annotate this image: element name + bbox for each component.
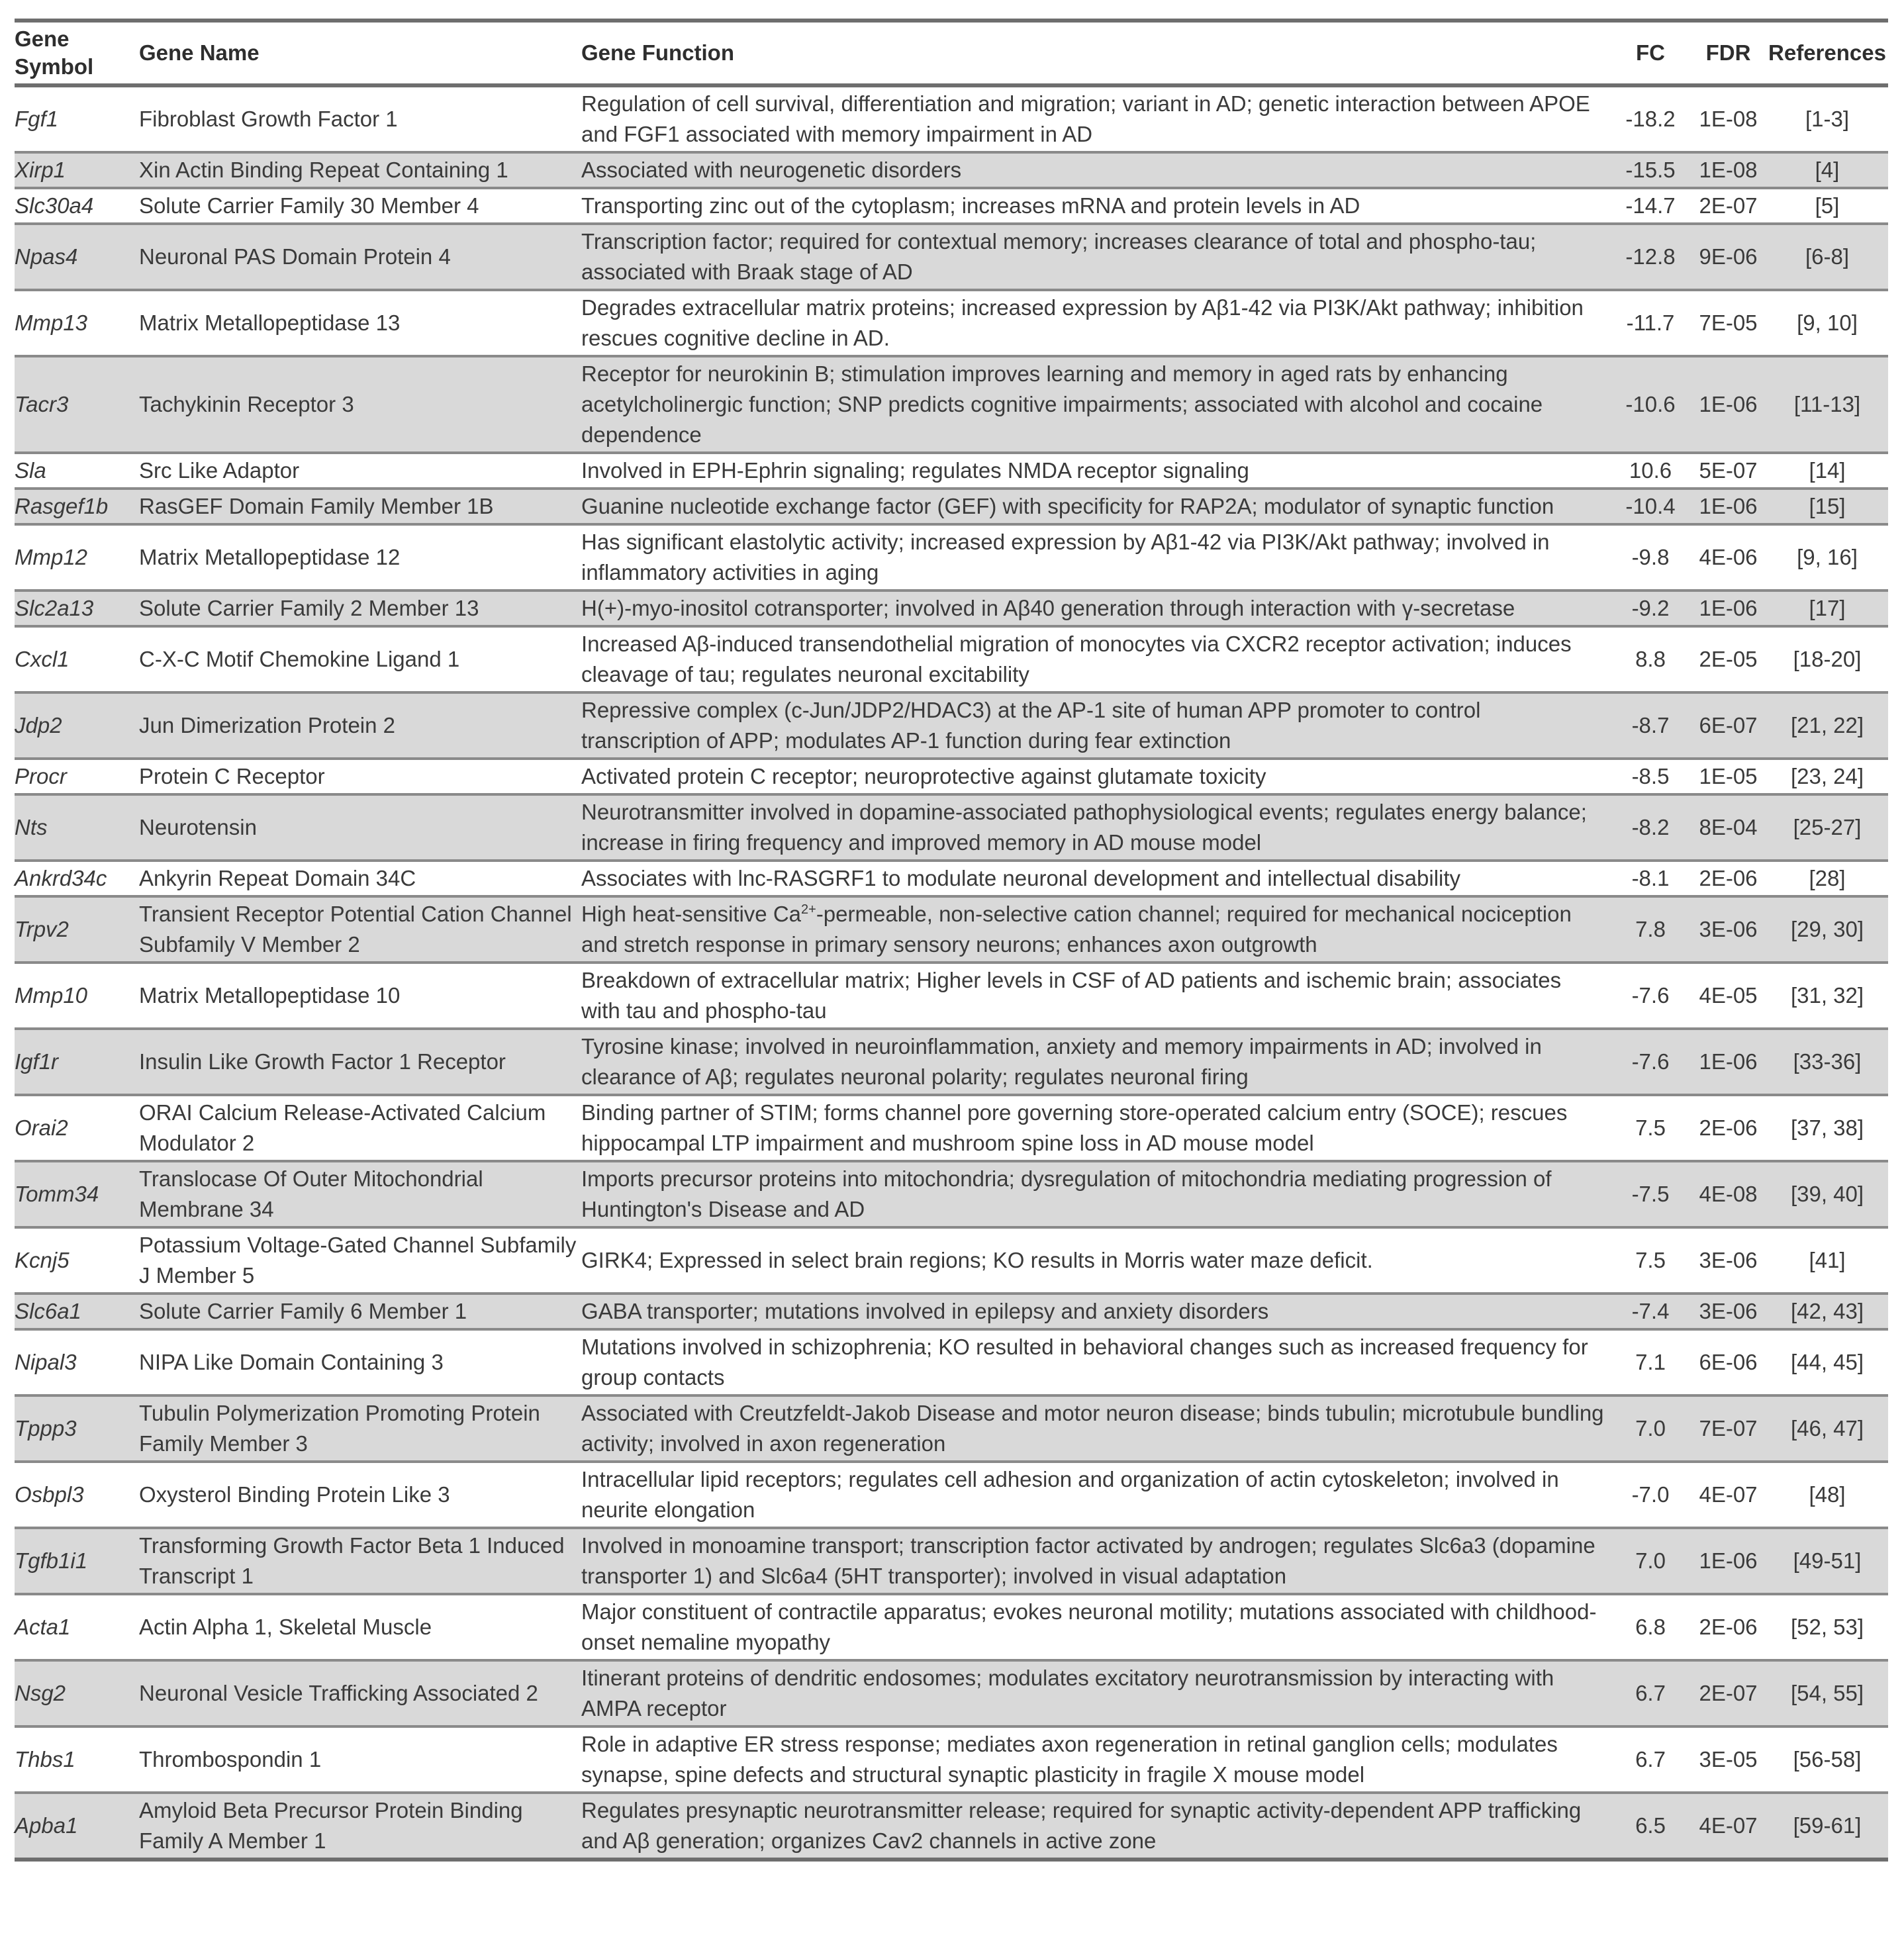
table-row xyxy=(15,85,1888,152)
gene-name-cell: Ankyrin Repeat Domain 34C xyxy=(139,866,416,890)
header-gene-function: Gene Function xyxy=(581,40,734,65)
fc-cell: 7.5 xyxy=(1635,1248,1666,1272)
fdr-cell: 1E-06 xyxy=(1699,1049,1758,1074)
gene-symbol-cell: Tgfb1i1 xyxy=(15,1548,88,1573)
gene-name-cell: Src Like Adaptor xyxy=(139,458,300,483)
gene-symbol-cell: Thbs1 xyxy=(15,1747,75,1771)
references-cell: [41] xyxy=(1809,1248,1846,1272)
fdr-cell: 7E-07 xyxy=(1699,1416,1758,1440)
fc-cell: 7.0 xyxy=(1635,1548,1666,1573)
gene-function-cell: Regulation of cell survival, differentiation and migration; variant in AD; genetic interaction between APOE and FGF1 associated with memory impairment in AD xyxy=(581,91,1590,146)
references-cell: [25-27] xyxy=(1793,815,1862,839)
header-references: References xyxy=(1768,40,1886,65)
gene-symbol-cell: Tppp3 xyxy=(15,1416,77,1440)
fc-cell: -9.2 xyxy=(1631,596,1670,620)
gene-name-cell: Fibroblast Growth Factor 1 xyxy=(139,107,398,131)
fc-cell: -8.2 xyxy=(1631,815,1670,839)
table-row xyxy=(15,1594,1888,1660)
gene-function-cell: Mutations involved in schizophrenia; KO resulted in behavioral changes such as increased frequency for group contacts xyxy=(581,1335,1588,1390)
gene-name-cell: Neuronal PAS Domain Protein 4 xyxy=(139,244,451,269)
gene-name-cell: Solute Carrier Family 6 Member 1 xyxy=(139,1299,467,1323)
gene-name-cell: Neuronal Vesicle Trafficking Associated 2 xyxy=(139,1681,538,1705)
gene-function-cell: Degrades extracellular matrix proteins; increased expression by Aβ1-42 via PI3K/Akt pathway; inhibition rescues cognitive decline in AD. xyxy=(581,295,1584,350)
table-row xyxy=(15,453,1888,489)
fc-cell: -9.8 xyxy=(1631,545,1670,569)
references-cell: [28] xyxy=(1809,866,1846,890)
gene-name-cell: RasGEF Domain Family Member 1B xyxy=(139,494,494,518)
gene-name-cell: Actin Alpha 1, Skeletal Muscle xyxy=(139,1615,432,1639)
references-cell: [56-58] xyxy=(1793,1747,1862,1771)
fdr-cell: 6E-07 xyxy=(1699,713,1758,737)
gene-symbol-cell: Mmp10 xyxy=(15,983,88,1008)
gene-name-cell: C-X-C Motif Chemokine Ligand 1 xyxy=(139,647,460,671)
gene-function-cell: H(+)-myo-inositol cotransporter; involved in Aβ40 generation through interaction with γ-secretase xyxy=(581,596,1515,620)
fc-cell: -10.4 xyxy=(1625,494,1676,518)
table-row xyxy=(15,1294,1888,1329)
header-fc: FC xyxy=(1636,40,1665,65)
fc-cell: 6.7 xyxy=(1635,1747,1666,1771)
references-cell: [48] xyxy=(1809,1482,1846,1507)
gene-function-cell: Neurotransmitter involved in dopamine-associated pathophysiological events; regulates energy balance; increase in firing frequency and improved memory in AD mouse model xyxy=(581,800,1587,855)
fc-cell: 7.8 xyxy=(1635,917,1666,941)
gene-symbol-cell: Kcnj5 xyxy=(15,1248,70,1272)
fdr-cell: 2E-05 xyxy=(1699,647,1758,671)
fc-cell: 7.1 xyxy=(1635,1350,1666,1374)
fdr-cell: 4E-07 xyxy=(1699,1482,1758,1507)
fdr-cell: 2E-07 xyxy=(1699,1681,1758,1705)
gene-name-cell: Matrix Metallopeptidase 10 xyxy=(139,983,401,1008)
gene-symbol-cell: Mmp13 xyxy=(15,310,88,335)
gene-symbol-cell: Osbpl3 xyxy=(15,1482,84,1507)
gene-symbol-cell: Nts xyxy=(15,815,48,839)
gene-function-cell xyxy=(581,896,1611,963)
gene-function-cell: Intracellular lipid receptors; regulates cell adhesion and organization of actin cytoskeleton; involved in neurite elongation xyxy=(581,1467,1559,1522)
superscript-charge: 2+ xyxy=(801,902,816,917)
gene-name-cell: Oxysterol Binding Protein Like 3 xyxy=(139,1482,450,1507)
gene-symbol-cell: Ankrd34c xyxy=(15,866,107,890)
fc-cell: -8.7 xyxy=(1631,713,1670,737)
references-cell: [6-8] xyxy=(1805,244,1850,269)
references-cell: [18-20] xyxy=(1793,647,1862,671)
fdr-cell: 1E-08 xyxy=(1699,158,1758,182)
table-header xyxy=(15,21,1888,85)
gene-function-cell: Tyrosine kinase; involved in neuroinflammation, anxiety and memory impairments in AD; involved in clearance of Aβ; regulates neuronal polarity; regulates neuronal firing xyxy=(581,1034,1542,1089)
gene-function-cell: Involved in EPH-Ephrin signaling; regulates NMDA receptor signaling xyxy=(581,458,1249,483)
table-row xyxy=(15,489,1888,524)
table-row xyxy=(15,1029,1888,1095)
gene-symbol-cell: Npas4 xyxy=(15,244,78,269)
fc-cell: -8.1 xyxy=(1631,866,1670,890)
gene-symbol-cell: Trpv2 xyxy=(15,917,69,941)
fdr-cell: 2E-07 xyxy=(1699,193,1758,218)
table-body xyxy=(15,85,1888,1860)
references-cell: [11-13] xyxy=(1793,392,1861,416)
header-gene-symbol: Gene Symbol xyxy=(15,26,94,79)
gene-function-cell: Repressive complex (c-Jun/JDP2/HDAC3) at the AP-1 site of human APP promoter to control transcription of APP; modulates AP-1 function during fear extinction xyxy=(581,698,1481,753)
references-cell: [33-36] xyxy=(1793,1049,1862,1074)
gene-name-cell: Tachykinin Receptor 3 xyxy=(139,392,354,416)
references-cell: [59-61] xyxy=(1793,1813,1862,1838)
gene-table-container xyxy=(15,19,1888,1862)
gene-function-cell: Activated protein C receptor; neuroprotective against glutamate toxicity xyxy=(581,764,1266,788)
table-row xyxy=(15,524,1888,590)
table-row xyxy=(15,794,1888,861)
gene-function-cell: Breakdown of extracellular matrix; Higher levels in CSF of AD patients and ischemic brain; associates with tau and phospho-tau xyxy=(581,968,1562,1023)
gene-symbol-cell: Slc30a4 xyxy=(15,193,94,218)
gene-name-cell: Xin Actin Binding Repeat Containing 1 xyxy=(139,158,508,182)
fdr-cell: 1E-06 xyxy=(1699,494,1758,518)
fdr-cell: 3E-06 xyxy=(1699,1299,1758,1323)
fc-cell: -7.0 xyxy=(1631,1482,1670,1507)
table-row xyxy=(15,590,1888,626)
fdr-cell: 6E-06 xyxy=(1699,1350,1758,1374)
gene-function-cell: Itinerant proteins of dendritic endosomes; modulates excitatory neurotransmission by interacting with AMPA receptor xyxy=(581,1666,1554,1721)
gene-name-cell: Matrix Metallopeptidase 13 xyxy=(139,310,401,335)
gene-symbol-cell: Cxcl1 xyxy=(15,647,70,671)
gene-symbol-cell: Slc2a13 xyxy=(15,596,94,620)
fc-cell: -18.2 xyxy=(1625,107,1676,131)
fc-cell: 7.0 xyxy=(1635,1416,1666,1440)
references-cell: [42, 43] xyxy=(1790,1299,1864,1323)
fdr-cell: 3E-05 xyxy=(1699,1747,1758,1771)
gene-name-cell: Transforming Growth Factor Beta 1 Induced Transcript 1 xyxy=(139,1533,565,1588)
references-cell: [23, 24] xyxy=(1790,764,1864,788)
fc-cell: 6.7 xyxy=(1635,1681,1666,1705)
gene-function-cell: Guanine nucleotide exchange factor (GEF) with specificity for RAP2A; modulator of synaptic function xyxy=(581,494,1554,518)
gene-symbol-cell: Acta1 xyxy=(15,1615,71,1639)
table-row xyxy=(15,963,1888,1029)
gene-symbol-cell: Slc6a1 xyxy=(15,1299,81,1323)
references-cell: [9, 10] xyxy=(1797,310,1858,335)
gene-name-cell: Jun Dimerization Protein 2 xyxy=(139,713,396,737)
gene-function-cell: GIRK4; Expressed in select brain regions; KO results in Morris water maze deficit. xyxy=(581,1248,1373,1272)
table-row xyxy=(15,692,1888,759)
fdr-cell: 4E-06 xyxy=(1699,545,1758,569)
fc-cell: 6.8 xyxy=(1635,1615,1666,1639)
gene-symbol-cell: Tacr3 xyxy=(15,392,69,416)
fdr-cell: 1E-06 xyxy=(1699,1548,1758,1573)
fdr-cell: 5E-07 xyxy=(1699,458,1758,483)
table-row xyxy=(15,290,1888,356)
table-row xyxy=(15,1395,1888,1462)
references-cell: [14] xyxy=(1809,458,1846,483)
fdr-cell: 4E-05 xyxy=(1699,983,1758,1008)
fdr-cell: 2E-06 xyxy=(1699,866,1758,890)
references-cell: [44, 45] xyxy=(1790,1350,1864,1374)
gene-function-cell: Increased Aβ-induced transendothelial migration of monocytes via CXCR2 receptor activation; induces cleavage of tau; regulates neuronal excitability xyxy=(581,632,1572,686)
fdr-cell: 1E-08 xyxy=(1699,107,1758,131)
table-row xyxy=(15,1528,1888,1594)
gene-function-cell: Transcription factor; required for contextual memory; increases clearance of total and phospho-tau; associated with Braak stage of AD xyxy=(581,229,1537,284)
gene-function-cell: Imports precursor proteins into mitochondria; dysregulation of mitochondria mediating progression of Huntington's Disease and AD xyxy=(581,1166,1552,1221)
fc-cell: -7.5 xyxy=(1631,1182,1670,1206)
gene-name-cell: Transient Receptor Potential Cation Channel Subfamily V Member 2 xyxy=(139,902,572,957)
gene-symbol-cell: Nipal3 xyxy=(15,1350,77,1374)
references-cell: [5] xyxy=(1815,193,1840,218)
fdr-cell: 4E-08 xyxy=(1699,1182,1758,1206)
fdr-cell: 1E-05 xyxy=(1699,764,1758,788)
table-row xyxy=(15,759,1888,794)
references-cell: [21, 22] xyxy=(1790,713,1864,737)
fc-cell: 10.6 xyxy=(1629,458,1672,483)
table-row xyxy=(15,188,1888,224)
references-cell: [37, 38] xyxy=(1790,1115,1864,1140)
table-row xyxy=(15,1095,1888,1161)
function-text: High heat-sensitive Ca xyxy=(581,902,801,926)
gene-symbol-cell: Nsg2 xyxy=(15,1681,66,1705)
gene-function-cell: Involved in monoamine transport; transcription factor activated by androgen; regulates Slc6a3 (dopamine transporter 1) and Slc6a4 (5HT transporter); involved in visual adaptation xyxy=(581,1533,1595,1588)
gene-name-cell: Solute Carrier Family 30 Member 4 xyxy=(139,193,479,218)
gene-symbol-cell: Apba1 xyxy=(15,1813,78,1838)
gene-symbol-cell: Orai2 xyxy=(15,1115,68,1140)
gene-name-cell: Tubulin Polymerization Promoting Protein Family Member 3 xyxy=(139,1401,540,1456)
gene-name-cell: NIPA Like Domain Containing 3 xyxy=(139,1350,444,1374)
header-row xyxy=(15,21,1888,85)
references-cell: [49-51] xyxy=(1793,1548,1862,1573)
gene-name-cell: Potassium Voltage-Gated Channel Subfamily J Member 5 xyxy=(139,1233,577,1288)
references-cell: [4] xyxy=(1815,158,1840,182)
gene-symbol-cell: Igf1r xyxy=(15,1049,59,1074)
gene-function-cell: Associated with neurogenetic disorders xyxy=(581,158,962,182)
fc-cell: -7.4 xyxy=(1631,1299,1670,1323)
fc-cell: -14.7 xyxy=(1625,193,1676,218)
fc-cell: 6.5 xyxy=(1635,1813,1666,1838)
fc-cell: -10.6 xyxy=(1625,392,1676,416)
gene-name-cell: Matrix Metallopeptidase 12 xyxy=(139,545,401,569)
references-cell: [31, 32] xyxy=(1790,983,1864,1008)
gene-name-cell: Insulin Like Growth Factor 1 Receptor xyxy=(139,1049,506,1074)
references-cell: [15] xyxy=(1809,494,1846,518)
header-gene-name: Gene Name xyxy=(139,40,260,65)
gene-symbol-cell: Rasgef1b xyxy=(15,494,109,518)
gene-function-cell: Associated with Creutzfeldt-Jakob Disease and motor neuron disease; binds tubulin; microtubule bundling activity; involved in axon regeneration xyxy=(581,1401,1604,1456)
table-row xyxy=(15,626,1888,692)
gene-symbol-cell: Jdp2 xyxy=(15,713,62,737)
function-text: -permeable, non-selective cation channel; required for mechanical nociception and stretch response in primary sensory neurons; enhances axon outgrowth xyxy=(581,902,1572,957)
references-cell: [29, 30] xyxy=(1790,917,1864,941)
fdr-cell: 2E-06 xyxy=(1699,1115,1758,1140)
fdr-cell: 3E-06 xyxy=(1699,1248,1758,1272)
fdr-cell: 7E-05 xyxy=(1699,310,1758,335)
gene-symbol-cell: Fgf1 xyxy=(15,107,59,131)
table-row xyxy=(15,1726,1888,1793)
references-cell: [9, 16] xyxy=(1797,545,1858,569)
table-row xyxy=(15,1227,1888,1294)
header-fdr: FDR xyxy=(1705,40,1751,65)
gene-name-cell: ORAI Calcium Release-Activated Calcium Modulator 2 xyxy=(139,1100,546,1155)
fc-cell: 8.8 xyxy=(1635,647,1666,671)
gene-symbol-cell: Procr xyxy=(15,764,67,788)
table-row xyxy=(15,1462,1888,1528)
gene-symbol-cell: Tomm34 xyxy=(15,1182,99,1206)
fdr-cell: 2E-06 xyxy=(1699,1615,1758,1639)
gene-symbol-cell: Mmp12 xyxy=(15,545,88,569)
fc-cell: -7.6 xyxy=(1631,1049,1670,1074)
gene-function-cell: Regulates presynaptic neurotransmitter release; required for synaptic activity-dependent APP trafficking and Aβ generation; organizes Cav2 channels in active zone xyxy=(581,1798,1582,1853)
fc-cell: -7.6 xyxy=(1631,983,1670,1008)
gene-function-cell: Has significant elastolytic activity; increased expression by Aβ1-42 via PI3K/Akt pathway; involved in inflammatory activities in aging xyxy=(581,530,1550,585)
references-cell: [17] xyxy=(1809,596,1846,620)
table-row xyxy=(15,1660,1888,1726)
gene-function-cell: Receptor for neurokinin B; stimulation improves learning and memory in aged rats by enhancing acetylcholinergic function; SNP predicts cognitive impairments; associated with alcohol and cocaine dependence xyxy=(581,361,1543,447)
fc-cell: -15.5 xyxy=(1625,158,1676,182)
gene-function-cell: Transporting zinc out of the cytoplasm; increases mRNA and protein levels in AD xyxy=(581,193,1360,218)
gene-name-cell: Amyloid Beta Precursor Protein Binding Family A Member 1 xyxy=(139,1798,523,1853)
gene-function-cell: GABA transporter; mutations involved in epilepsy and anxiety disorders xyxy=(581,1299,1269,1323)
references-cell: [46, 47] xyxy=(1790,1416,1864,1440)
fc-cell: -8.5 xyxy=(1631,764,1670,788)
fc-cell: -11.7 xyxy=(1626,310,1675,335)
table-row xyxy=(15,152,1888,188)
table-row xyxy=(15,896,1888,963)
gene-name-cell: Solute Carrier Family 2 Member 13 xyxy=(139,596,479,620)
table-row xyxy=(15,356,1888,453)
fdr-cell: 1E-06 xyxy=(1699,392,1758,416)
gene-name-cell: Neurotensin xyxy=(139,815,257,839)
fdr-cell: 8E-04 xyxy=(1699,815,1758,839)
fdr-cell: 1E-06 xyxy=(1699,596,1758,620)
table-row xyxy=(15,861,1888,896)
gene-name-cell: Translocase Of Outer Mitochondrial Membrane 34 xyxy=(139,1166,483,1221)
gene-function-cell: Binding partner of STIM; forms channel pore governing store-operated calcium entry (SOCE); rescues hippocampal LTP impairment and mushroom spine loss in AD mouse model xyxy=(581,1100,1568,1155)
fdr-cell: 4E-07 xyxy=(1699,1813,1758,1838)
gene-function-cell: Major constituent of contractile apparatus; evokes neuronal motility; mutations associated with childhood-onset nemaline myopathy xyxy=(581,1599,1597,1654)
gene-function-cell: Associates with lnc-RASGRF1 to modulate neuronal development and intellectual disability xyxy=(581,866,1461,890)
fc-cell: 7.5 xyxy=(1635,1115,1666,1140)
gene-symbol-cell: Xirp1 xyxy=(15,158,66,182)
table-row xyxy=(15,224,1888,290)
gene-table xyxy=(15,19,1888,1862)
table-row xyxy=(15,1161,1888,1227)
gene-function-cell: Role in adaptive ER stress response; mediates axon regeneration in retinal ganglion cells; modulates synapse, spine defects and structural synaptic plasticity in fragile X mouse model xyxy=(581,1732,1558,1787)
fc-cell: -12.8 xyxy=(1625,244,1676,269)
references-cell: [1-3] xyxy=(1805,107,1850,131)
fdr-cell: 3E-06 xyxy=(1699,917,1758,941)
fdr-cell: 9E-06 xyxy=(1699,244,1758,269)
gene-name-cell: Protein C Receptor xyxy=(139,764,325,788)
references-cell: [54, 55] xyxy=(1790,1681,1864,1705)
table-row xyxy=(15,1329,1888,1395)
table-row xyxy=(15,1793,1888,1860)
gene-name-cell: Thrombospondin 1 xyxy=(139,1747,322,1771)
gene-symbol-cell: Sla xyxy=(15,458,46,483)
references-cell: [39, 40] xyxy=(1790,1182,1864,1206)
references-cell: [52, 53] xyxy=(1790,1615,1864,1639)
